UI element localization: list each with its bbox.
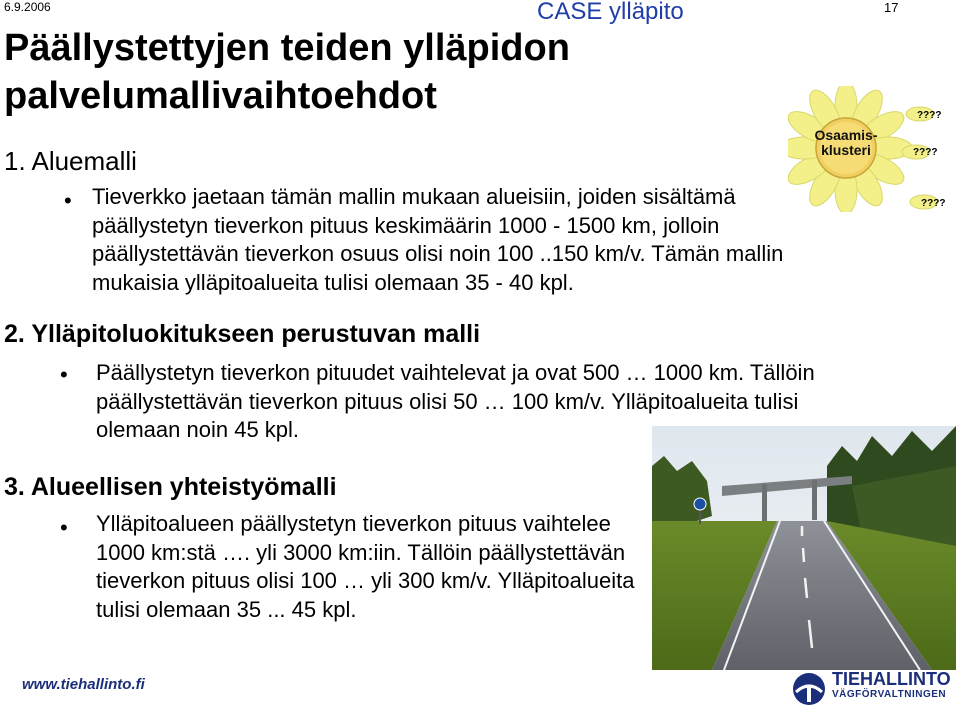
page-number: 17 bbox=[884, 0, 899, 15]
brand-name: TIEHALLINTO bbox=[832, 669, 951, 689]
bullet-marker: • bbox=[60, 362, 68, 387]
section-text: Tieverkko jaetaan tämän mallin mukaan alueisiin, joiden sisältämä päällystetyn tieverkon pituus keskimäärin 1000 - 1500 km, jolloin päällystettävän tieverkon osuus olisi noin 100 ..150 km/v. Tämän mallin mukaisia ylläpitoalueita tulisi olemaan 35 - 40 kpl. bbox=[92, 184, 784, 295]
section-heading: 2. Ylläpitoluokitukseen perustuvan malli bbox=[4, 320, 481, 348]
page-title-line2: palvelumallivaihtoehdot bbox=[4, 75, 437, 117]
flower-marker: ???? bbox=[917, 110, 942, 121]
section-label: CASE ylläpito bbox=[537, 0, 684, 25]
flower-label-line2: klusteri bbox=[821, 142, 871, 158]
tiehallinto-logo-icon bbox=[792, 672, 826, 706]
date-label: 6.9.2006 bbox=[4, 0, 51, 14]
section-text: Päällystetyn tieverkon pituudet vaihtelevat ja ovat 500 … 1000 km. Tällöin päällystettävän tieverkon pituus olisi 50 … 100 km/v. Ylläpitoalueita tulisi olemaan noin 45 kpl. bbox=[96, 360, 815, 442]
road-photo bbox=[652, 426, 956, 670]
section-text: Ylläpitoalueen päällystetyn tieverkon pituus vaihtelee 1000 km:stä …. yli 3000 km:iin. Tällöin päällystettävän tieverkon pituus olisi 100 … yli 300 km/v. Ylläpitoalueita tulisi olemaan 35 ... 45 kpl. bbox=[96, 511, 635, 622]
flower-label-line1: Osaamis- bbox=[814, 127, 878, 143]
flower-marker: ???? bbox=[921, 198, 946, 209]
page-title-line1: Päällystettyjen teiden ylläpidon bbox=[4, 27, 570, 69]
footer-url-link[interactable]: www.tiehallinto.fi bbox=[22, 676, 145, 693]
bullet-marker: • bbox=[60, 515, 68, 540]
flower-marker: ???? bbox=[913, 147, 938, 158]
bullet-marker: • bbox=[64, 188, 72, 213]
brand-subtitle: VÄGFÖRVALTNINGEN bbox=[832, 689, 947, 700]
flower-center-label bbox=[814, 128, 878, 158]
section-heading: 3. Alueellisen yhteistyömalli bbox=[4, 473, 337, 501]
section-heading: 1. Aluemalli bbox=[4, 146, 137, 176]
